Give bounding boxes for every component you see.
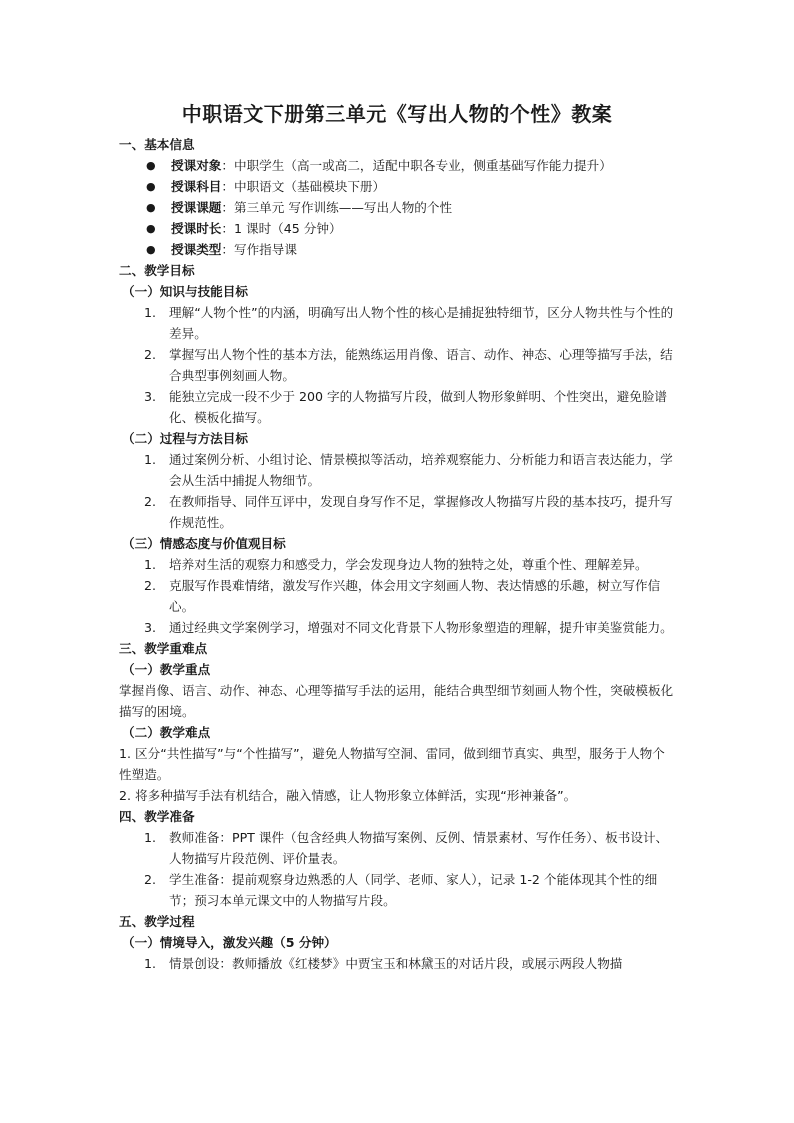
numbered-list <box>119 449 676 533</box>
subsection-heading: （二）过程与方法目标 <box>122 431 248 446</box>
list-number: 2. <box>144 578 157 593</box>
list-text: 在教师指导、同伴互评中，发现自身写作不足，掌握修改人物描写片段的基本技巧，提升写作规范性。 <box>169 494 673 530</box>
paragraph: 掌握肖像、语言、动作、神态、心理等描写手法的运用，能结合典型细节刻画人物个性，突破模板化描写的困境。 <box>119 683 674 719</box>
bullet-icon: ● <box>146 180 156 193</box>
subsection-heading: （一）情境导入，激发兴趣（5 分钟） <box>122 935 337 950</box>
list-text: 能独立完成一段不少于 200 字的人物描写片段，做到人物形象鲜明、个性突出，避免脸谱化、模板化描写。 <box>169 389 668 425</box>
info-key: 授课科目 <box>171 179 222 194</box>
info-value: 1 课时（45 分钟） <box>233 221 342 236</box>
list-number: 1. <box>144 305 157 320</box>
list-item <box>119 617 676 638</box>
list-number: 2. <box>144 494 157 509</box>
paragraph: 1. 区分“共性描写”与“个性描写”，避免人物描写空洞、雷同，做到细节真实、典型，服务于人物个性塑造。 <box>119 746 665 782</box>
list-item <box>119 197 676 218</box>
info-separator: ： <box>221 200 234 215</box>
basic-info-list <box>119 155 676 260</box>
info-key: 授课对象 <box>171 158 222 173</box>
list-item <box>119 449 676 491</box>
list-text: 教师准备：PPT 课件（包含经典人物描写案例、反例、情景素材、写作任务）、板书设计、人物描写片段范例、评价量表。 <box>169 830 669 866</box>
subsection-heading: （一）教学重点 <box>122 662 211 677</box>
numbered-list <box>119 554 676 638</box>
list-text: 克服写作畏难情绪，激发写作兴趣，体会用文字刻画人物、表达情感的乐趣，树立写作信心。 <box>169 578 661 614</box>
list-item <box>119 953 676 974</box>
list-item <box>119 386 676 428</box>
subsection-heading: （三）情感态度与价值观目标 <box>122 536 286 551</box>
list-item <box>119 218 676 239</box>
bullet-icon: ● <box>146 243 156 256</box>
list-item <box>119 155 676 176</box>
info-value: 第三单元 写作训练——写出人物的个性 <box>233 200 453 215</box>
numbered-list <box>119 953 676 974</box>
info-separator: ： <box>221 179 234 194</box>
info-separator: ： <box>221 221 234 236</box>
list-number: 3. <box>144 389 157 404</box>
info-separator: ： <box>221 242 234 257</box>
list-number: 1. <box>144 956 157 971</box>
info-value: 写作指导课 <box>233 242 297 257</box>
section-heading: 五、教学过程 <box>119 914 195 929</box>
list-text: 通过经典文学案例学习，增强对不同文化背景下人物形象塑造的理解，提升审美鉴赏能力。 <box>169 620 673 635</box>
list-text: 掌握写出人物个性的基本方法，能熟练运用肖像、语言、动作、神态、心理等描写手法，结合典型事例刻画人物。 <box>169 347 673 383</box>
list-item <box>119 869 676 911</box>
list-text: 情景创设：教师播放《红楼梦》中贾宝玉和林黛玉的对话片段，或展示两段人物描 <box>169 956 623 971</box>
info-key: 授课时长 <box>171 221 222 236</box>
list-item <box>119 176 676 197</box>
bullet-icon: ● <box>146 222 156 235</box>
list-text: 理解“人物个性”的内涵，明确写出人物个性的核心是捕捉独特细节，区分人物共性与个性的差异。 <box>169 305 674 341</box>
section-heading: 三、教学重难点 <box>119 641 208 656</box>
list-item <box>119 344 676 386</box>
document-body <box>119 134 676 974</box>
section-heading: 二、教学目标 <box>119 263 195 278</box>
list-text: 学生准备：提前观察身边熟悉的人（同学、老师、家人），记录 1-2 个能体现其个性的细节；预习本单元课文中的人物描写片段。 <box>169 872 658 908</box>
list-item <box>119 575 676 617</box>
list-number: 1. <box>144 557 157 572</box>
list-number: 1. <box>144 830 157 845</box>
section-heading: 一、基本信息 <box>119 137 195 152</box>
document-title: 中职语文下册第三单元《写出人物的个性》教案 <box>181 102 613 126</box>
list-item <box>119 239 676 260</box>
bullet-icon: ● <box>146 201 156 214</box>
list-number: 1. <box>144 452 157 467</box>
list-item <box>119 827 676 869</box>
list-text: 培养对生活的观察力和感受力，学会发现身边人物的独特之处，尊重个性、理解差异。 <box>169 557 648 572</box>
subsection-heading: （二）教学难点 <box>122 725 211 740</box>
list-item <box>119 302 676 344</box>
subsection-heading: （一）知识与技能目标 <box>122 284 248 299</box>
list-text: 通过案例分析、小组讨论、情景模拟等活动，培养观察能力、分析能力和语言表达能力，学会从生活中捕捉人物细节。 <box>169 452 673 488</box>
info-separator: ： <box>221 158 234 173</box>
list-number: 2. <box>144 347 157 362</box>
list-item <box>119 491 676 533</box>
numbered-list <box>119 827 676 911</box>
info-value: 中职学生（高一或高二，适配中职各专业，侧重基础写作能力提升） <box>233 158 612 173</box>
list-number: 2. <box>144 872 157 887</box>
info-key: 授课课题 <box>171 200 222 215</box>
paragraph: 2. 将多种描写手法有机结合，融入情感，让人物形象立体鲜活，实现“形神兼备”。 <box>119 788 577 803</box>
list-item <box>119 554 676 575</box>
info-key: 授课类型 <box>171 242 222 257</box>
info-value: 中职语文（基础模块下册） <box>233 179 386 194</box>
section-heading: 四、教学准备 <box>119 809 195 824</box>
list-number: 3. <box>144 620 157 635</box>
bullet-icon: ● <box>146 159 156 172</box>
numbered-list <box>119 302 676 428</box>
